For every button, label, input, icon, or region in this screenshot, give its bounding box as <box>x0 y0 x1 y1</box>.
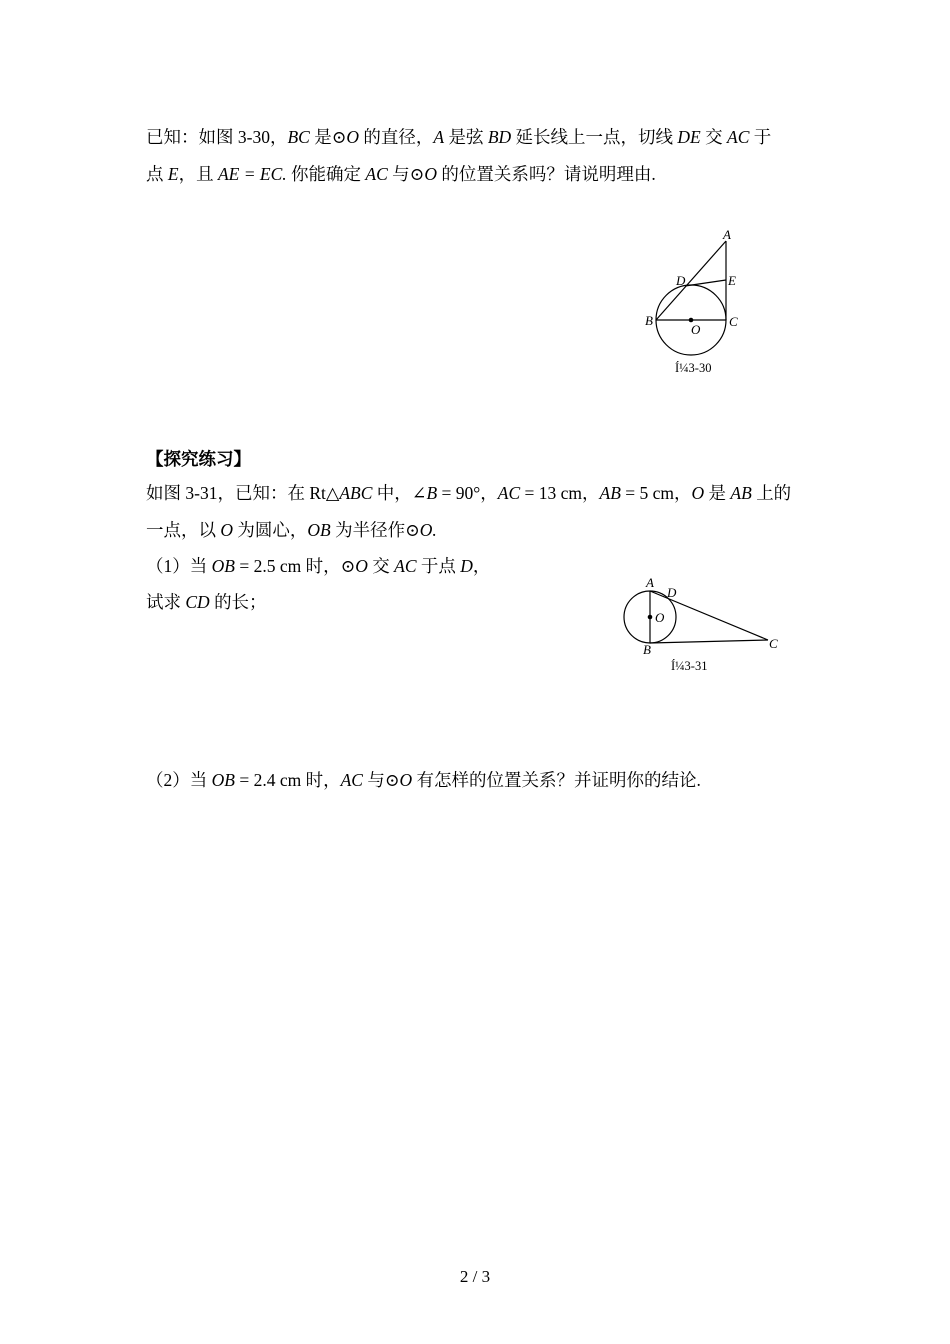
figure-3-30 <box>640 222 760 382</box>
segment-bc <box>650 640 768 643</box>
label-d: D <box>667 585 677 600</box>
problem2-line1: 如图 3-31，已知：在 Rt△ABC 中，∠B = 90°，AC = 13 cm，AB = 5 cm，O 是 AB 上的 <box>146 483 792 503</box>
problem1-line2: 点 E，且 AE = EC. 你能确定 AC 与⊙O 的位置关系吗？请说明理由. <box>146 164 656 184</box>
section-heading: 【探究练习】 <box>146 449 251 469</box>
figure-caption: Í¼3-30 <box>675 361 712 375</box>
problem1-line1: 已知：如图 3-30，BC 是⊙O 的直径，A 是弦 BD 延长线上一点，切线 DE 交 AC 于 <box>146 127 772 147</box>
problem2-part2: （2）当 OB = 2.4 cm 时，AC 与⊙O 有怎样的位置关系？并证明你的结论. <box>146 770 701 790</box>
problem2-part1-line1: （1）当 OB = 2.5 cm 时，⊙O 交 AC 于点 D， <box>146 556 491 576</box>
label-o: O <box>655 610 665 625</box>
center-o-dot <box>648 615 653 620</box>
page-number: 2 / 3 <box>459 1267 491 1286</box>
label-c: C <box>769 636 778 651</box>
label-b: B <box>643 642 651 657</box>
label-d: D <box>676 273 686 288</box>
figure-caption: Í¼3-31 <box>671 659 708 673</box>
label-a: A <box>723 227 731 242</box>
figure-3-31 <box>615 572 785 677</box>
problem2-line2: 一点，以 O 为圆心，OB 为半径作⊙O. <box>146 520 437 540</box>
label-e: E <box>728 273 736 288</box>
problem2-part1-line2: 试求 CD 的长； <box>146 592 267 612</box>
label-b: B <box>645 313 653 328</box>
label-c: C <box>729 314 738 329</box>
label-a: A <box>646 575 654 590</box>
segment-ba <box>656 241 726 320</box>
label-o: O <box>691 322 701 337</box>
